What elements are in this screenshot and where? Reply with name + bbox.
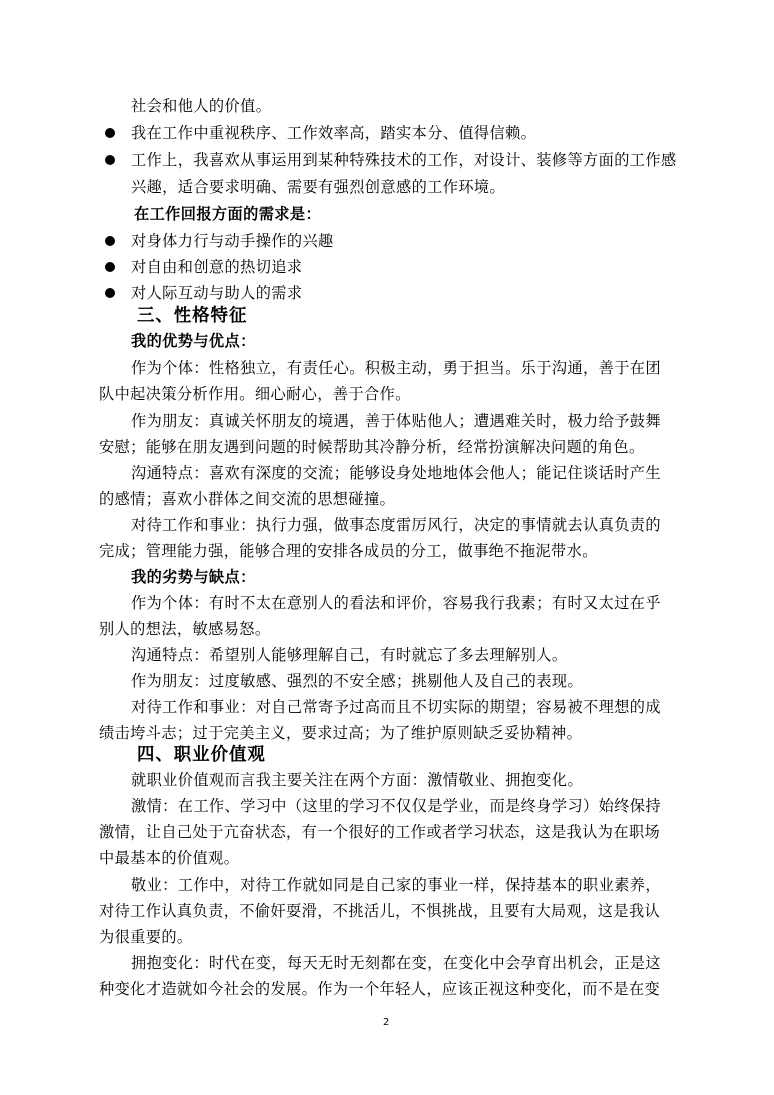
page-number: 2 (383, 1017, 390, 1028)
bullet-icon (105, 128, 115, 138)
paragraph-line: 作为朋友：真诚关怀朋友的境遇，善于体贴他人；遭遇难关时，极力给予鼓舞 (131, 412, 661, 430)
paragraph-line: 沟通特点：喜欢有深度的交流；能够设身处地地体会他人；能记住谈话时产生 (131, 464, 661, 482)
paragraph-line: 对待工作认真负责，不偷奸耍滑，不挑活儿，不惧挑战，且要有大局观，这是我认 (99, 902, 661, 920)
paragraph-line: 为很重要的。 (99, 928, 193, 946)
bullet-icon (105, 236, 115, 246)
bullet-item: 工作上，我喜欢从事运用到某种特殊技术的工作，对设计、装修等方面的工作感 (131, 151, 677, 169)
bullet-icon (105, 262, 115, 272)
paragraph-line: 绩击垮斗志；过于完美主义，要求过高；为了维护原则缺乏妥协精神。 (99, 724, 583, 742)
subheading: 我的劣势与缺点： (131, 568, 256, 586)
paragraph-line: 对待工作和事业：执行力强，做事态度雷厉风行，决定的事情就去认真负责的 (131, 516, 661, 534)
paragraph-line: 种变化才造就如今社会的发展。作为一个年轻人，应该正视这种变化，而不是在变 (99, 980, 661, 998)
paragraph-line: 拥抱变化：时代在变，每天无时无刻都在变，在变化中会孕育出机会，正是这 (131, 954, 661, 972)
bullet-icon (105, 155, 115, 165)
subheading: 我的优势与优点： (131, 332, 256, 350)
paragraph-line: 别人的想法，敏感易怒。 (99, 620, 271, 638)
paragraph-line: 完成；管理能力强，能够合理的安排各成员的分工，做事绝不拖泥带水。 (99, 542, 598, 560)
paragraph-line: 中最基本的价值观。 (99, 849, 240, 867)
subheading: 在工作回报方面的需求是： (134, 205, 322, 223)
paragraph-line: 队中起决策分析作用。细心耐心，善于合作。 (99, 385, 411, 403)
section-heading: 四、职业价值观 (137, 745, 266, 765)
paragraph-line: 对待工作和事业：对自己常寄予过高而且不切实际的期望；容易被不理想的成 (131, 698, 661, 716)
paragraph-line: 安慰；能够在朋友遇到问题的时候帮助其冷静分析，经常扮演解决问题的角色。 (99, 438, 645, 456)
paragraph-line: 的感情；喜欢小群体之间交流的思想碰撞。 (99, 490, 396, 508)
bullet-item: 我在工作中重视秩序、工作效率高，踏实本分、值得信赖。 (131, 124, 537, 142)
bullet-item: 对人际互动与助人的需求 (131, 284, 303, 302)
paragraph-line: 激情，让自己处于亢奋状态，有一个很好的工作或者学习状态，这是我认为在职场 (99, 823, 661, 841)
paragraph-line: 作为个体：性格独立，有责任心。积极主动，勇于担当。乐于沟通，善于在团 (131, 359, 661, 377)
bullet-icon (105, 288, 115, 298)
text-line: 兴趣，适合要求明确、需要有强烈创意感的工作环境。 (131, 178, 506, 196)
paragraph-line: 激情：在工作、学习中（这里的学习不仅仅是学业，而是终身学习）始终保持 (131, 797, 661, 815)
section-heading: 三、性格特征 (137, 306, 248, 326)
paragraph-line: 作为个体：有时不太在意别人的看法和评价，容易我行我素；有时又太过在乎 (131, 594, 661, 612)
paragraph-line: 敬业：工作中，对待工作就如同是自己家的事业一样，保持基本的职业素养， (131, 876, 661, 894)
bullet-item: 对身体力行与动手操作的兴趣 (131, 232, 334, 250)
paragraph-line: 作为朋友：过度敏感、强烈的不安全感；挑剔他人及自己的表现。 (131, 672, 584, 690)
paragraph-line: 沟通特点：希望别人能够理解自己，有时就忘了多去理解别人。 (131, 646, 568, 664)
text-line: 社会和他人的价值。 (131, 97, 272, 115)
bullet-item: 对自由和创意的热切追求 (131, 258, 303, 276)
paragraph-line: 就职业价值观而言我主要关注在两个方面：激情敬业、拥抱变化。 (131, 771, 584, 789)
